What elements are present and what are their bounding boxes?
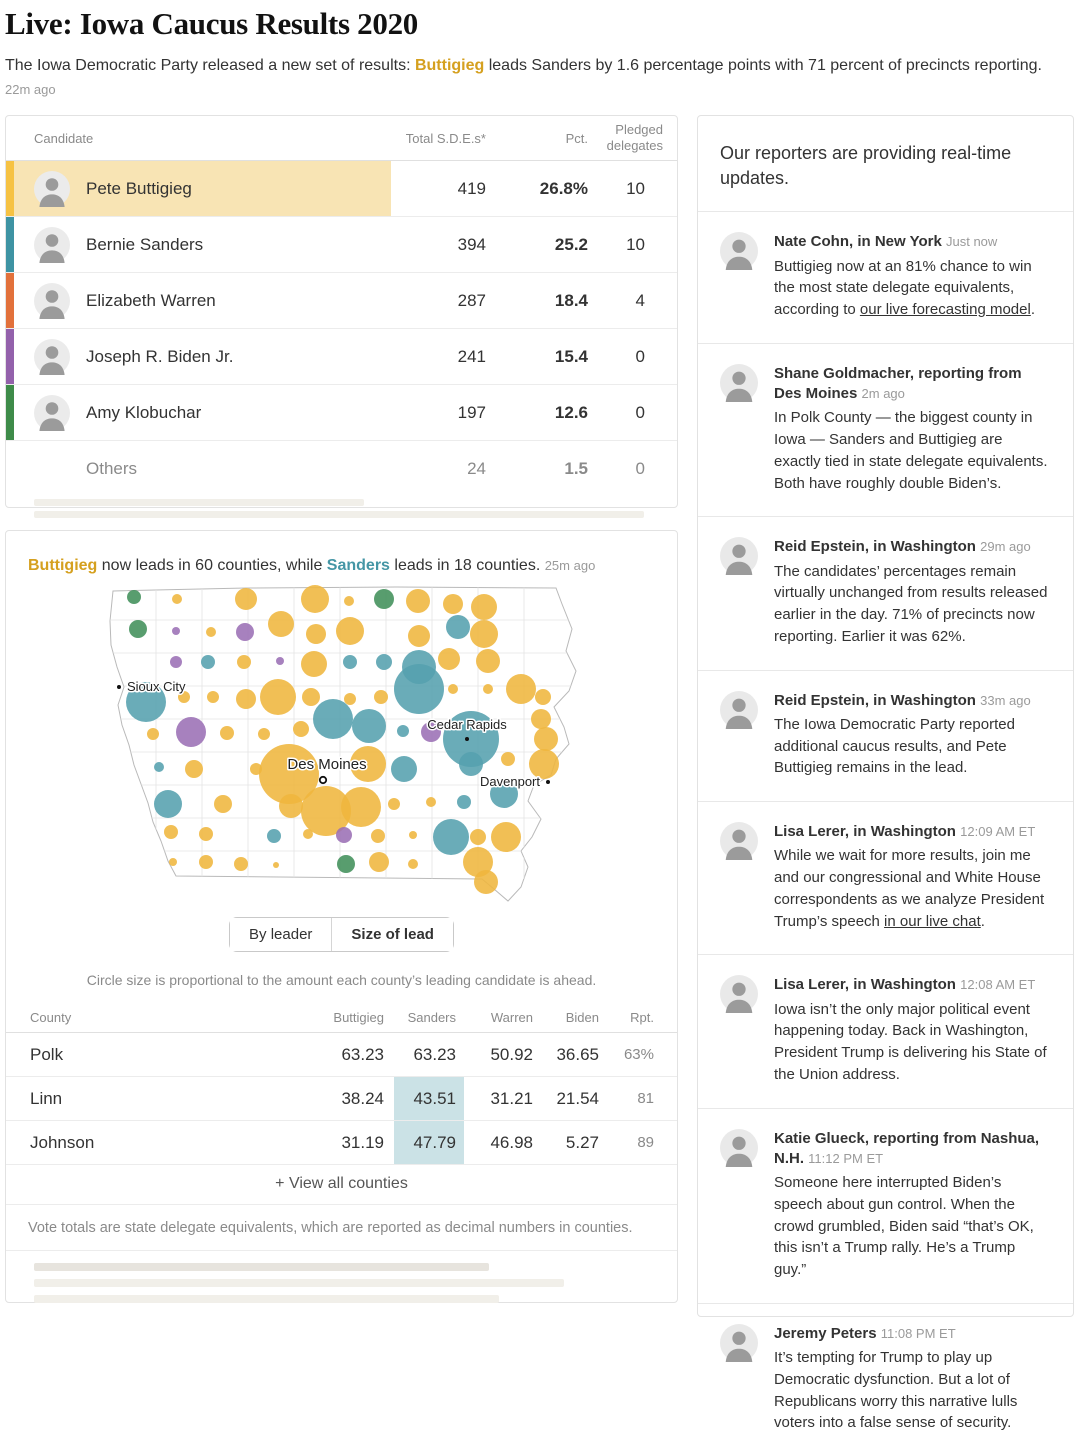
county-bubble[interactable] [476,649,500,673]
candidate-sdes: 197 [457,402,486,422]
county-bubble[interactable] [154,762,164,772]
candidate-name: Pete Buttigieg [86,178,192,198]
county-bubble[interactable] [302,688,320,706]
candidate-row [6,161,677,217]
county-bubble[interactable] [352,709,386,743]
col-total-sdes: Total S.D.E.s* [405,130,486,146]
county-bubble[interactable] [207,691,219,703]
update-body: It’s tempting for Trump to play up Democratic dysfunction. But a lot of Republicans worry this narrative lulls voters into a false sense of security. [774,1349,1018,1432]
county-row [6,1077,677,1121]
county-bubble[interactable] [199,855,213,869]
candidate-color-bar [6,161,14,216]
results-panel [5,115,678,508]
city-label: Des Moines [287,756,367,773]
county-bubble[interactable] [236,623,254,641]
reporter-update-card [698,802,1073,955]
candidate-delegates: 0 [635,458,645,478]
col-sanders: Sanders [407,1009,456,1025]
county-value: 43.51 [394,1077,464,1120]
toggle-by-leader[interactable]: By leader [230,918,332,951]
county-bubble[interactable] [273,862,279,868]
county-bubble[interactable] [343,655,357,669]
candidate-color-bar [6,217,14,272]
candidate-name: Others [86,458,138,478]
update-body: Iowa isn’t the only major political event happening today. Back in Washington, President Trump is delivering his State of the Union address. [774,1000,1047,1083]
page-header [5,6,1070,97]
county-value: 50.92 [490,1044,533,1064]
city-marker [465,737,469,741]
toggle-size-of-lead[interactable]: Size of lead [332,918,453,951]
candidate-sdes: 241 [457,346,486,366]
reporter-update-card [698,1109,1073,1304]
county-value: 63.23 [341,1044,384,1064]
update-timestamp: 12:08 AM ET [960,977,1036,993]
county-bubble[interactable] [336,617,364,645]
county-bubble[interactable] [206,627,216,637]
county-bubble[interactable] [409,831,417,839]
candidate-delegates: 0 [635,402,645,422]
county-bubble[interactable] [164,825,178,839]
update-body: Buttigieg now at an 81% chance to win the most state delegate equivalents, according to our live forecasting model. [774,257,1035,319]
county-value: 31.19 [341,1132,384,1152]
county-table-body [6,1033,677,1165]
col-pledged-delegates: Pledged delegates [606,121,663,153]
reporter-name: Shane Goldmacher, reporting from Des Moines [774,364,1022,403]
county-name: Polk [30,1044,64,1064]
city-marker [320,777,326,783]
candidate-pct: 18.4 [554,290,588,310]
county-bubble[interactable] [491,822,521,852]
candidate-row [6,441,677,496]
county-bubble[interactable] [170,656,182,668]
county-table-header [6,1002,677,1033]
candidate-pct: 15.4 [554,346,588,366]
col-pct: Pct. [565,130,588,146]
county-bubble[interactable] [185,760,203,778]
county-bubble[interactable] [336,827,352,843]
county-bubble[interactable] [438,648,460,670]
county-value: 21.54 [556,1088,599,1108]
county-bubble[interactable] [172,627,180,635]
county-bubble[interactable] [344,693,356,705]
update-body: In Polk County — the biggest county in Iowa — Sanders and Buttigieg are exactly tied in state delegate equivalents. Both have roughly double Biden’s. [774,409,1048,492]
county-bubble[interactable] [154,790,182,818]
candidate-delegates: 4 [635,290,645,310]
county-bubble[interactable] [374,690,388,704]
candidate-name: Bernie Sanders [86,234,204,254]
candidate-sdes: 394 [457,234,486,254]
county-bubble[interactable] [293,721,309,737]
county-bubble[interactable] [443,594,463,614]
faded-text-line [34,1295,499,1303]
candidate-avatar [34,395,70,431]
col-buttigieg: Buttigieg [333,1009,384,1025]
map-toggle-row [6,917,677,952]
candidate-name: Amy Klobuchar [86,402,202,422]
county-bubble[interactable] [474,870,498,894]
faded-text-line [34,511,644,518]
candidate-avatar [34,283,70,319]
update-timestamp: 11:12 PM ET [808,1150,884,1166]
county-bubble[interactable] [236,689,256,709]
map-view-toggle [229,917,454,952]
faded-footnote-area-2 [6,1250,677,1303]
city-label: Davenport [480,774,540,789]
candidate-pct: 25.2 [554,234,588,254]
reporter-avatar [720,1129,758,1167]
county-bubble[interactable] [169,858,177,866]
reporter-update-card [698,344,1073,518]
county-table-footnote: Vote totals are state delegate equivalents, which are reported as decimal numbers in counties. [6,1204,677,1250]
reporter-name: Jeremy Peters [774,1324,881,1342]
inline-link[interactable]: our live forecasting model [859,301,1031,319]
county-bubble[interactable] [376,654,392,670]
county-name: Linn [30,1088,63,1108]
county-bubble[interactable] [501,752,515,766]
update-body: While we wait for more results, join me and our congressional and White House correspondents as we analyze President Trump’s speech in our live chat. [774,847,1045,930]
county-bubble[interactable] [470,829,486,845]
reporter-avatar [720,975,758,1013]
candidate-avatar [34,171,70,207]
sidebar-header: Our reporters are providing real-time updates. [698,116,1073,212]
county-bubble[interactable] [303,829,313,839]
reporter-name: Lisa Lerer, in Washington [774,823,961,841]
candidate-color-bar [6,441,14,496]
candidate-row [6,273,677,329]
county-value: 31.21 [490,1088,533,1108]
results-table-body [6,161,677,496]
county-bubble[interactable] [426,797,436,807]
reporter-avatar [720,232,758,270]
county-bubble[interactable] [397,725,409,737]
candidate-pct: 1.5 [564,458,588,478]
reporter-update-card [698,517,1073,670]
county-bubble[interactable] [301,585,329,613]
county-bubble[interactable] [201,655,215,669]
county-bubble[interactable] [446,615,470,639]
page-title: Live: Iowa Caucus Results 2020 [5,6,418,41]
reporter-name: Reid Epstein, in Washington [774,538,981,556]
county-bubble[interactable] [408,859,418,869]
county-value: 63.23 [413,1044,456,1064]
county-bubble[interactable] [406,589,430,613]
county-bubble[interactable] [250,763,262,775]
candidate-pct: 26.8% [539,178,588,198]
update-body: The Iowa Democratic Party reported additional caucus results, and Pete Buttigieg remains in the lead. [774,715,1015,777]
county-bubble[interactable] [237,655,251,669]
faded-footnote-area [6,496,677,518]
map-panel [5,530,678,1303]
county-bubble[interactable] [313,699,353,739]
faded-text-line [34,1263,489,1271]
county-bubble[interactable] [268,611,294,637]
candidate-color-bar [6,273,14,328]
candidate-sdes: 419 [457,178,486,198]
county-bubble[interactable] [374,589,394,609]
iowa-map-container [6,579,677,913]
reporter-avatar [720,691,758,729]
updates-list [698,212,1073,1456]
candidate-color-bar [6,329,14,384]
county-bubble[interactable] [337,855,355,873]
reporter-avatar [720,822,758,860]
results-table-header [6,116,677,161]
update-timestamp: 2m ago [861,386,905,402]
candidate-delegates: 10 [626,178,645,198]
county-bubble[interactable] [220,726,234,740]
county-bubble[interactable] [258,728,270,740]
county-value: 5.27 [565,1132,599,1152]
county-bubble[interactable] [235,588,257,610]
county-bubble[interactable] [306,624,326,644]
reporter-avatar [720,537,758,575]
county-table [6,1002,677,1165]
county-bubble[interactable] [402,650,436,684]
county-bubble[interactable] [483,684,493,694]
col-rpt: Rpt. [630,1009,654,1025]
county-bubble[interactable] [214,795,232,813]
county-bubble[interactable] [448,684,458,694]
update-timestamp: 29m ago [980,539,1031,555]
county-bubble[interactable] [388,798,400,810]
county-bubble[interactable] [199,827,213,841]
county-bubble[interactable] [234,857,248,871]
county-bubble[interactable] [433,819,469,855]
county-bubble[interactable] [369,852,389,872]
candidate-color-bar [6,385,14,440]
avatar-placeholder [34,451,70,487]
update-body: Someone here interrupted Biden’s speech about gun control. When the crowd grumbled, Biden said “that’s OK, this isn’t a Trump rally. He’s a Trump guy.” [774,1174,1034,1279]
county-bubble[interactable] [176,717,206,747]
county-bubble[interactable] [147,728,159,740]
reporter-name: Katie Glueck, reporting from Nashua, N.H. [774,1129,1040,1167]
reporter-name: Reid Epstein, in Washington [774,691,981,709]
faded-text-line [34,499,364,506]
candidate-row [6,385,677,441]
candidate-pct: 12.6 [554,402,588,422]
update-timestamp: 12:09 AM ET [960,824,1036,840]
county-row [6,1033,677,1077]
page-subtitle: The Iowa Democratic Party released a new set of results: Buttigieg leads Sanders by 1.6 percentage points with 71 percent of precincts reporting. [5,57,1042,74]
county-bubble[interactable] [535,689,551,705]
live-updates-sidebar [697,115,1074,1432]
map-caption: Circle size is proportional to the amount each county’s leading candidate is ahead. [86,972,597,988]
candidate-row [6,217,677,273]
reporter-update-card [698,671,1073,803]
reporter-avatar [720,1324,758,1362]
county-name: Johnson [30,1132,95,1152]
county-bubble[interactable] [534,727,558,751]
candidate-avatar [34,339,70,375]
candidate-avatar [34,227,70,263]
county-bubble[interactable] [531,709,551,729]
faded-text-line [34,1279,564,1287]
county-bubble[interactable] [267,829,281,843]
reporter-update-card [698,955,1073,1108]
county-bubble[interactable] [371,829,385,843]
county-bubble[interactable] [471,594,497,620]
update-timestamp: Just now [945,234,998,250]
city-label: Cedar Rapids [427,717,507,732]
county-bubble[interactable] [172,594,182,604]
page-timestamp: 22m ago [5,82,56,97]
candidate-sdes: 24 [467,458,486,478]
county-rpt: 89 [637,1134,654,1151]
county-bubble[interactable] [276,657,284,665]
candidate-sdes: 287 [457,290,486,310]
county-rpt: 81 [637,1090,654,1107]
col-biden: Biden [565,1009,599,1025]
county-value: 36.65 [556,1044,599,1064]
county-bubble[interactable] [301,651,327,677]
reporter-update-card [698,1304,1073,1456]
reporter-update-card [698,212,1073,344]
col-county: County [30,1009,72,1025]
county-value: 46.98 [490,1132,533,1152]
reporter-name: Nate Cohn, in New York [774,233,946,251]
county-bubble[interactable] [408,625,430,647]
county-bubble[interactable] [127,590,141,604]
county-bubble[interactable] [459,752,483,776]
county-row [6,1121,677,1165]
county-value: 47.79 [394,1121,464,1164]
county-bubble[interactable] [129,620,147,638]
candidate-delegates: 0 [635,346,645,366]
inline-link[interactable]: in our live chat [884,912,981,930]
county-bubble[interactable] [279,794,303,818]
city-marker [546,780,550,784]
iowa-bubble-map [96,579,601,911]
candidate-name: Joseph R. Biden Jr. [86,346,234,366]
county-bubble[interactable] [506,674,536,704]
update-body: The candidates’ percentages remain virtually unchanged from results released earlier in the day. 71% of precincts now reporting. Earlier it was 62%. [774,562,1048,645]
view-all-counties-link[interactable]: + View all counties [275,1175,408,1192]
col-warren: Warren [490,1009,533,1025]
city-label: Sioux City [127,679,186,694]
candidate-delegates: 10 [626,234,645,254]
county-bubble[interactable] [470,620,498,648]
county-bubble[interactable] [457,795,471,809]
candidate-row [6,329,677,385]
county-rpt: 63% [623,1046,654,1063]
candidate-name: Elizabeth Warren [86,290,216,310]
update-timestamp: 11:08 PM ET [880,1325,956,1341]
county-value: 38.24 [341,1088,384,1108]
update-timestamp: 33m ago [980,692,1031,708]
county-bubble[interactable] [391,756,417,782]
county-bubble[interactable] [344,596,354,606]
county-bubble[interactable] [341,787,381,827]
county-bubble[interactable] [260,679,296,715]
reporter-avatar [720,364,758,402]
col-candidate: Candidate [34,130,94,146]
map-title: Buttigieg now leads in 60 counties, while Sanders leads in 18 counties. 25m ago [28,557,596,574]
reporter-name: Lisa Lerer, in Washington [774,976,961,994]
city-marker [117,685,121,689]
